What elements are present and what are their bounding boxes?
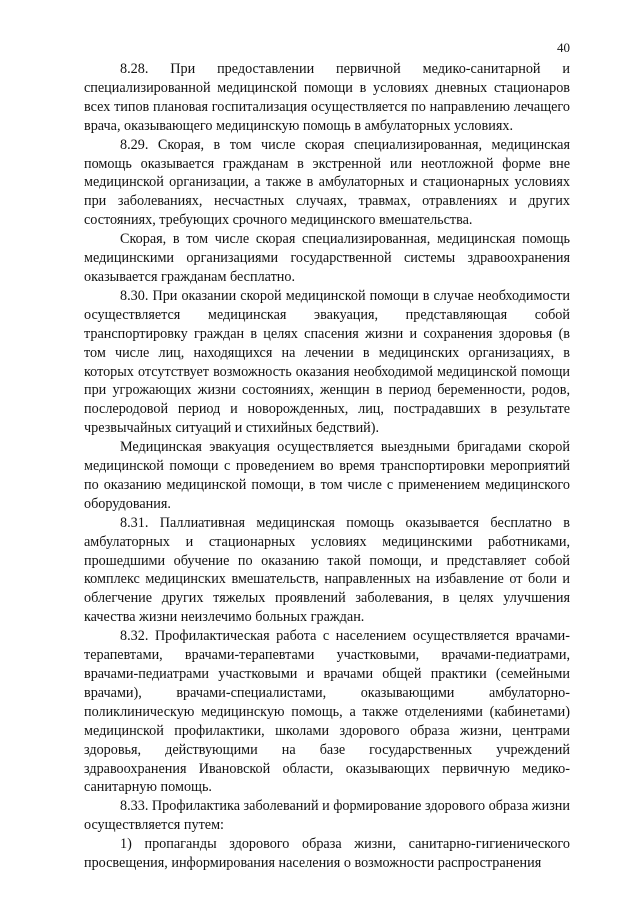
paragraph-8-29-continued: Скорая, в том числе скорая специализированная, медицинская помощь медицинскими организациями государственной системы здравоохранения оказывается гражданам бесплатно.: [84, 231, 570, 285]
paragraph-8-28: 8.28. При предоставлении первичной медико-санитарной и специализированной медицинской помощи в условиях дневных стационаров всех типов плановая госпитализация осуществляется по направлению лечащего врача, оказывающего медицинскую помощь в амбулаторных условиях.: [84, 61, 570, 134]
page-number: 40: [557, 40, 570, 55]
paragraph-8-33: 8.33. Профилактика заболеваний и формирование здорового образа жизни осуществляется путем:: [84, 798, 570, 834]
paragraph-8-33-item-1: 1) пропаганды здорового образа жизни, санитарно-гигиенического просвещения, информирования населения о возможности распространения: [84, 836, 570, 872]
document-body: [84, 60, 570, 873]
paragraph-8-29: 8.29. Скорая, в том числе скорая специализированная, медицинская помощь оказывается гражданам в экстренной или неотложной форме вне медицинской организации, а также в амбулаторных и стационарных условиях при заболеваниях, несчастных случаях, травмах, отравлениях и других состояниях, требующих срочного медицинского вмешательства.: [84, 136, 570, 229]
paragraph-8-31: 8.31. Паллиативная медицинская помощь оказывается бесплатно в амбулаторных и стационарных условиях медицинскими работниками, прошедшими обучение по оказанию такой помощи, и представляет собой комплекс медицинских вмешательств, направленных на избавление от боли и облегчение других тяжелых проявлений заболевания, в целях улучшения качества жизни неизлечимо больных граждан.: [84, 514, 570, 626]
paragraph-8-30-continued: Медицинская эвакуация осуществляется выездными бригадами скорой медицинской помощи с проведением во время транспортировки мероприятий по оказанию медицинской помощи, в том числе с применением медицинского оборудования.: [84, 439, 570, 512]
paragraph-8-30: 8.30. При оказании скорой медицинской помощи в случае необходимости осуществляется медицинская эвакуация, представляющая собой транспортировку граждан в целях спасения жизни и сохранения здоровья (в том числе лиц, находящихся на лечении в медицинских организациях, в которых отсутствует возможность оказания необходимой медицинской помощи при угрожающих жизни состояниях, женщин в период беременности, родов, послеродовой период и новорожденных, лиц, пострадавших в результате чрезвычайных ситуаций и стихийных бедствий).: [84, 287, 570, 437]
paragraph-8-32: 8.32. Профилактическая работа с населением осуществляется врачами-терапевтами, врачами-терапевтами участковыми, врачами-педиатрами, врачами-педиатрами участковыми и врачами общей практики (семейными врачами), врачами-специалистами, оказывающими амбулаторно-поликлиническую медицинскую помощь, а также отделениями (кабинетами) медицинской профилактики, школами здорового образа жизни, центрами здоровья, действующими на базе государственных учреждений здравоохранения Ивановской области, оказывающих первичную медико-санитарную помощь.: [84, 628, 570, 796]
